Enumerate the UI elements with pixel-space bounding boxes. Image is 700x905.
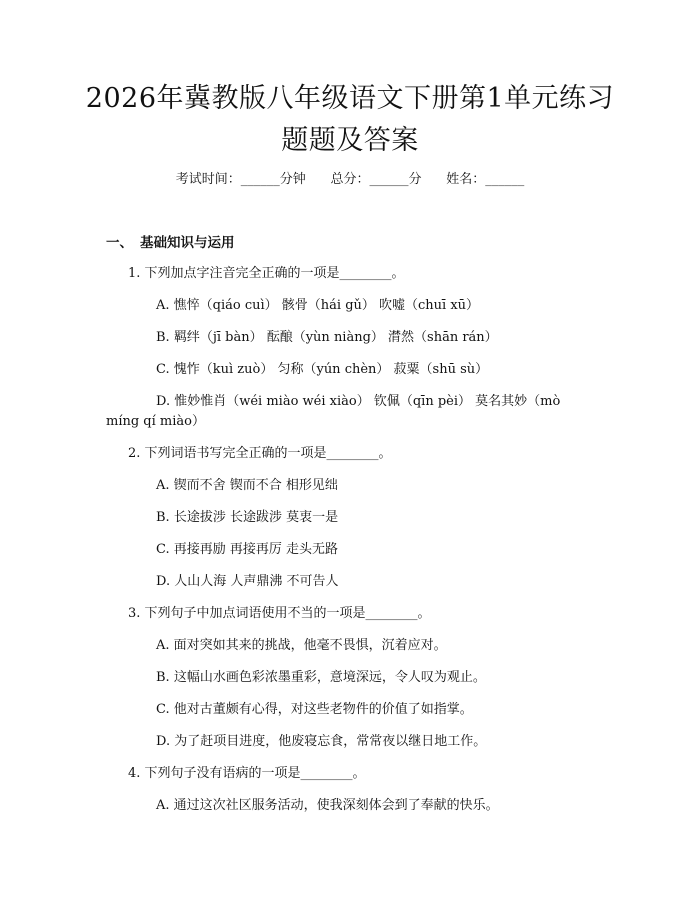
q1-option-d: D. 惟妙惟肖（wéi miào wéi xiào） 钦佩（qīn pèi） 莫名其妙（mò [156,394,561,409]
section-number: 一、 [106,235,133,251]
question-1: 1. 下列加点字注音完全正确的一项是________。 [128,266,405,281]
q1-option-d-continued: míng qí miào） [106,414,205,429]
section-heading [106,231,235,251]
q3-option-a: A. 面对突如其来的挑战，他毫不畏惧，沉着应对。 [156,638,447,653]
q1-option-a: A. 憔悴（qiáo cuì） 骸骨（hái gǔ） 吹嘘（chuī xū） [156,298,480,313]
q2-option-d: D. 人山人海 人声鼎沸 不可告人 [156,574,339,589]
exam-meta: 考试时间：______分钟 总分：______分 姓名：______ [175,172,525,187]
question-2: 2. 下列词语书写完全正确的一项是________。 [128,446,392,461]
question-3: 3. 下列句子中加点词语使用不当的一项是________。 [128,606,431,621]
q3-option-d: D. 为了赶项目进度，他废寝忘食，常常夜以继日地工作。 [156,734,487,749]
section-label: 基础知识与运用 [140,235,235,251]
title-line-2: 题题及答案 [281,125,419,156]
q1-option-b: B. 羁绊（jī bàn） 酝酿（yùn niàng） 潸然（shān rán） [156,330,498,345]
title-line-1: 2026年冀教版八年级语文下册第1单元练习 [85,83,615,114]
q2-option-c: C. 再接再励 再接再厉 走头无路 [156,542,339,557]
q3-option-c: C. 他对古董颇有心得，对这些老物件的价值了如指掌。 [156,702,473,717]
document-title [60,78,640,162]
q3-option-b: B. 这幅山水画色彩浓墨重彩，意境深远，令人叹为观止。 [156,670,486,685]
q1-option-c: C. 愧怍（kuì zuò） 匀称（yún chèn） 菽粟（shū sù） [156,362,489,377]
q2-option-a: A. 锲而不舍 锲而不合 相形见绌 [156,478,338,493]
q4-option-a: A. 通过这次社区服务活动，使我深刻体会到了奉献的快乐。 [156,798,499,813]
question-4: 4. 下列句子没有语病的一项是________。 [128,766,366,781]
q2-option-b: B. 长途拔涉 长途跋涉 莫衷一是 [156,510,339,525]
